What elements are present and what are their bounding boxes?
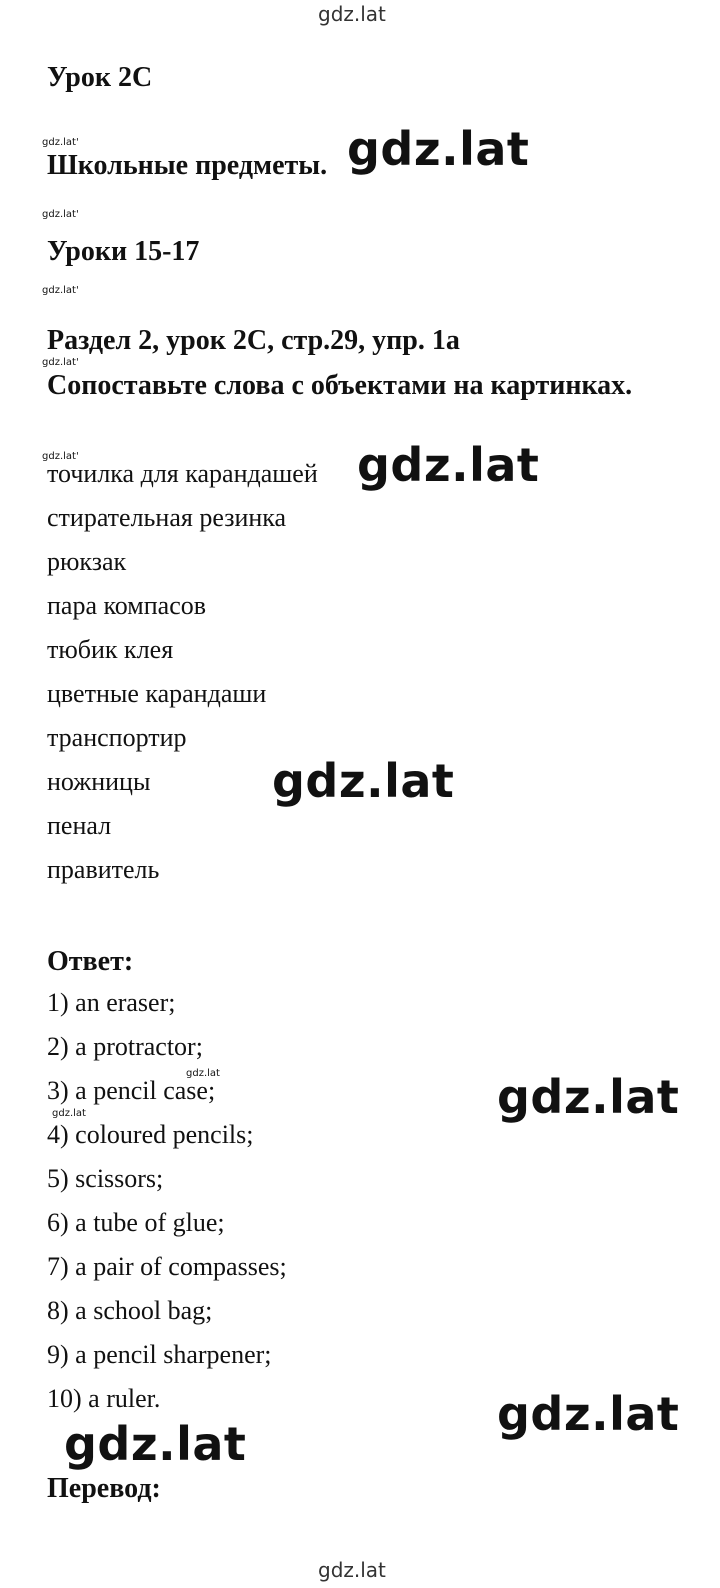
answer-label: Ответ: xyxy=(47,946,134,977)
answer-item: 10) a ruler. xyxy=(47,1384,161,1413)
word-item: стирательная резинка xyxy=(47,503,287,532)
word-item: тюбик клея xyxy=(47,635,174,664)
word-item: рюкзак xyxy=(47,547,127,576)
word-item: пенал xyxy=(47,811,112,840)
word-item: правитель xyxy=(47,855,160,884)
answer-item: 1) an eraser; xyxy=(47,988,176,1017)
translation-label: Перевод: xyxy=(47,1473,161,1504)
lesson-title: Урок 2C xyxy=(47,62,153,93)
word-item: точилка для карандашей xyxy=(47,459,318,488)
big-watermark: gdz.lat xyxy=(497,1387,680,1441)
word-item: транспортир xyxy=(47,723,187,752)
small-watermark: gdz.lat' xyxy=(42,137,79,148)
answer-item: 3) a pencil case; xyxy=(47,1076,216,1105)
lesson-topic: Школьные предметы. xyxy=(47,150,328,181)
small-watermark: gdz.lat' xyxy=(42,357,79,368)
answer-item: 9) a pencil sharpener; xyxy=(47,1340,272,1369)
small-watermark: gdz.lat' xyxy=(42,285,79,296)
small-watermark: gdz.lat xyxy=(186,1068,220,1079)
word-item: ножницы xyxy=(47,767,151,796)
answer-item: 2) a protractor; xyxy=(47,1032,203,1061)
answer-item: 7) a pair of compasses; xyxy=(47,1252,287,1281)
exercise-reference: Раздел 2, урок 2C, стр.29, упр. 1a xyxy=(47,325,460,356)
word-item: пара компасов xyxy=(47,591,207,620)
big-watermark: gdz.lat xyxy=(64,1417,247,1471)
small-watermark: gdz.lat' xyxy=(42,451,79,462)
answer-item: 8) a school bag; xyxy=(47,1296,213,1325)
bottom-watermark: gdz.lat xyxy=(318,1558,386,1582)
small-watermark: gdz.lat' xyxy=(42,209,79,220)
big-watermark: gdz.lat xyxy=(357,438,540,492)
big-watermark: gdz.lat xyxy=(272,754,455,808)
small-watermark: gdz.lat xyxy=(52,1108,86,1119)
big-watermark: gdz.lat xyxy=(347,122,530,176)
big-watermark: gdz.lat xyxy=(497,1070,680,1124)
lessons-range: Уроки 15-17 xyxy=(47,236,200,267)
answer-item: 4) coloured pencils; xyxy=(47,1120,254,1149)
word-item: цветные карандаши xyxy=(47,679,267,708)
exercise-instruction: Сопоставьте слова с объектами на картинках. xyxy=(47,370,633,401)
top-watermark: gdz.lat xyxy=(318,2,386,26)
answer-item: 6) a tube of glue; xyxy=(47,1208,225,1237)
answer-item: 5) scissors; xyxy=(47,1164,164,1193)
